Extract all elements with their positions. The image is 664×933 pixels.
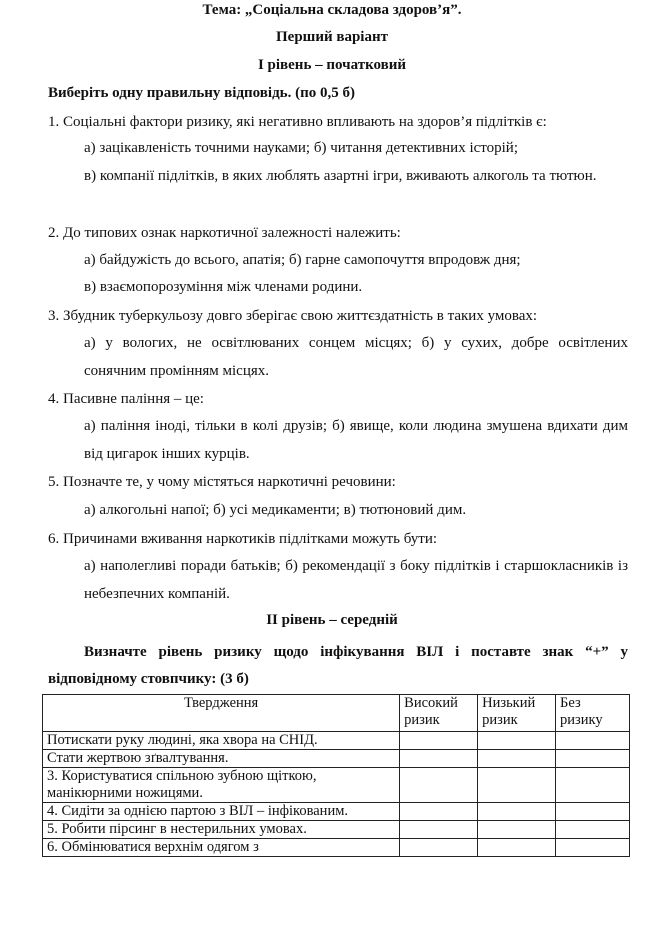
question-6-option-a: а) наполегливі поради батьків; б) рекомендації з боку підлітків і старшокласників із небезпечних компаній.	[84, 558, 628, 602]
header-statement: Твердження	[43, 695, 400, 732]
statement-cell: 4. Сидіти за однією партою з ВІЛ – інфікованим.	[43, 803, 400, 821]
question-4: 4. Пасивне паління – це:	[48, 391, 204, 407]
table-row	[43, 821, 630, 839]
question-6: 6. Причинами вживання наркотиків підлітками можуть бути:	[48, 531, 438, 547]
table-row	[43, 768, 630, 803]
header-no-risk: Без ризику	[556, 695, 630, 732]
no-risk-cell[interactable]	[556, 732, 630, 750]
low-risk-cell[interactable]	[478, 750, 556, 768]
table-row	[43, 839, 630, 857]
low-risk-cell[interactable]	[478, 768, 556, 803]
question-5-option-a: а) алкогольні напої; б) усі медикаменти; в) тютюновий дим.	[84, 502, 467, 518]
low-risk-cell[interactable]	[478, 803, 556, 821]
statement-cell: 6. Обмінюватися верхнім одягом з	[43, 839, 400, 857]
header-high-risk: Високий ризик	[400, 695, 478, 732]
high-risk-cell[interactable]	[400, 750, 478, 768]
topic-title: Тема: „Соціальна складова здоров’я”.	[202, 2, 462, 18]
question-2: 2. До типових ознак наркотичної залежності належить:	[48, 225, 401, 241]
question-4-option-a: а) паління іноді, тільки в колі друзів; б) явище, коли людина змушена вдихати дим від цигарок інших курців.	[84, 418, 628, 462]
question-2-option-a: а) байдужість до всього, апатія; б) гарне самопочуття впродовж дня;	[84, 252, 521, 268]
question-3-option-a: а) у вологих, не освітлюваних сонцем місцях; б) у сухих, добре освітлених сонячним промінням місцях.	[84, 335, 628, 379]
high-risk-cell[interactable]	[400, 732, 478, 750]
table-header-row	[43, 695, 630, 732]
low-risk-cell[interactable]	[478, 821, 556, 839]
question-1-option-a: а) зацікавленість точними науками; б) читання детективних історій;	[84, 140, 518, 156]
header-low-risk: Низький ризик	[478, 695, 556, 732]
no-risk-cell[interactable]	[556, 750, 630, 768]
table-row	[43, 732, 630, 750]
instruction-2: Визначте рівень ризику щодо інфікування ВІЛ і поставте знак “+” у відповідному стовпчику: (3 б)	[48, 644, 628, 687]
high-risk-cell[interactable]	[400, 839, 478, 857]
question-2-option-b: в) взаємопорозуміння між членами родини.	[84, 279, 363, 295]
statement-cell: Потискати руку людині, яка хвора на СНІД.	[43, 732, 400, 750]
risk-table	[42, 694, 630, 857]
level1-title: І рівень – початковий	[257, 57, 407, 73]
high-risk-cell[interactable]	[400, 821, 478, 839]
low-risk-cell[interactable]	[478, 839, 556, 857]
level2-title: ІІ рівень – середній	[266, 612, 398, 628]
statement-cell: 3. Користуватися спільною зубною щіткою, манікюрними ножицями.	[43, 768, 400, 803]
question-1-option-b: в) компанії підлітків, в яких люблять азартні ігри, вживають алкоголь та тютюн.	[84, 168, 597, 184]
high-risk-cell[interactable]	[400, 768, 478, 803]
no-risk-cell[interactable]	[556, 768, 630, 803]
high-risk-cell[interactable]	[400, 803, 478, 821]
no-risk-cell[interactable]	[556, 821, 630, 839]
no-risk-cell[interactable]	[556, 803, 630, 821]
low-risk-cell[interactable]	[478, 732, 556, 750]
variant-title: Перший варіант	[276, 29, 388, 45]
statement-cell: Стати жертвою зґвалтування.	[43, 750, 400, 768]
instruction-1: Виберіть одну правильну відповідь. (по 0,5 б)	[48, 85, 355, 101]
statement-cell: 5. Робити пірсинг в нестерильних умовах.	[43, 821, 400, 839]
question-3: 3. Збудник туберкульозу довго зберігає свою життєздатність в таких умовах:	[48, 308, 538, 324]
question-1: 1. Соціальні фактори ризику, які негативно впливають на здоров’я підлітків є:	[48, 114, 547, 130]
table-row	[43, 803, 630, 821]
table-row	[43, 750, 630, 768]
question-5: 5. Позначте те, у чому містяться наркотичні речовини:	[48, 474, 396, 490]
no-risk-cell[interactable]	[556, 839, 630, 857]
